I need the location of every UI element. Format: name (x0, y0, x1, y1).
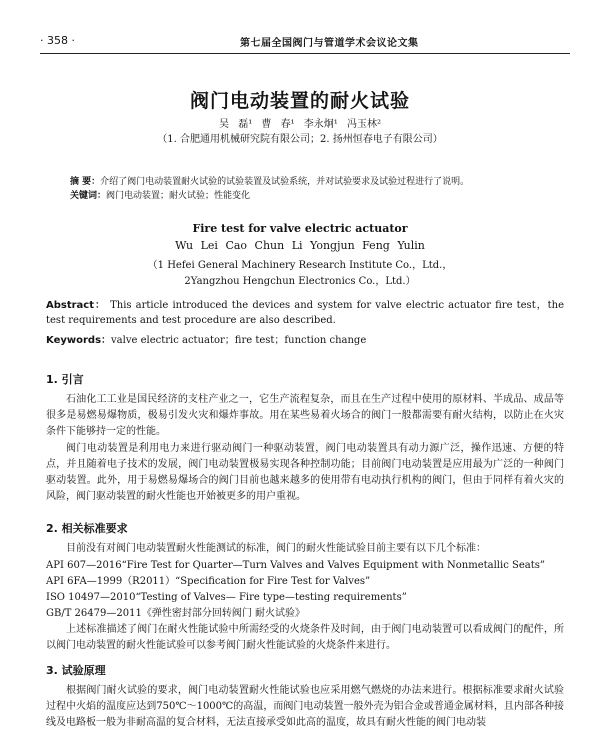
section-3-heading: 3. 试验原理 (46, 664, 106, 677)
section-1-paragraph-2: 阀门电动装置是利用电力来进行驱动阀门一种驱动装置，阀门电动装置具有动力源广泛，操作迅速、方便的特点，并且随着电子技术的发展，阀门电动装置极易实现各种控制功能；目前阀门电动装置是应用最为广泛的一种阀门驱动装置。此外，用于易燃易爆场合的阀门目前也越来越多的使用带有电动执行机构的阀门，但由于同样有着火灾的风险，阀门驱动装置的耐火性能也开始被更多的用户重视。 (46, 443, 564, 502)
paper-title: 阀门电动装置的耐火试验 (189, 90, 410, 112)
english-keywords (46, 331, 564, 346)
english-abstract-text: This article introduced the devices and system for valve electric actuator fire test，the test requirements and test procedure are also described. (46, 300, 564, 326)
english-title: Fire test for valve electric actuator (192, 222, 408, 235)
journal-title: 第七届全国阀门与管道学术会议论文集 (240, 38, 419, 49)
standard-item: API 607—2016“Fire Test for Quarter—Turn Valves and Valves Equipment with Nonmetallic Seats” (46, 560, 545, 571)
keywords-cn (70, 190, 540, 202)
english-authors: Wu Lei Cao Chun Li Yongjun Feng Yulin (175, 239, 425, 252)
running-header (40, 34, 570, 50)
section-3-paragraph-1: 根据阀门耐火试验的要求，阀门电动装置耐火性能试验也应采用燃气燃烧的办法来进行。根据标准要求耐火试验过程中火焰的温度应达到750℃～1000℃的高温，而阀门电动装置一般外壳为铝合金或普通金属材料，且内部各种接线及电路板一般为非耐高温的复合材料，无法直接承受如此高的温度，故具有耐火性能的阀门电动装 (46, 685, 564, 728)
standard-item: ISO 10497—2010“Testing of Valves— Fire type—testing requirements” (46, 592, 407, 603)
keywords-cn-label: 关键词： (70, 191, 107, 201)
english-affiliation-2: 2Yangzhou Hengchun Electronics Co.，Ltd.） (184, 276, 416, 287)
english-abstract (46, 298, 564, 328)
english-abstract-label: Abstract： (46, 300, 106, 311)
english-affiliation-1: （1 Hefei General Machinery Research Institute Co.，Ltd.， (147, 260, 453, 271)
keywords-cn-text: 阀门电动装置；耐火试验；性能变化 (106, 191, 251, 201)
authors: 吴 磊¹ 曹 春¹ 李永炯¹ 冯玉林² (219, 119, 381, 130)
abstract-cn-text: 介绍了阀门电动装置耐火试验的试验装置及试验系统，并对试验要求及试验过程进行了说明。 (100, 177, 470, 187)
section-1-heading: 1. 引言 (46, 373, 84, 386)
page-number: · 358 · (40, 34, 75, 47)
section-2-heading: 2. 相关标准要求 (46, 522, 128, 535)
section-1-paragraph-1: 石油化工工业是国民经济的支柱产业之一，它生产流程复杂，而且在生产过程中使用的原材料、半成品、成品等很多是易燃易爆物质，极易引发火灾和爆炸事故。用在某些易着火场合的阀门一般都需要有耐火结构，以防止在火灾条件下能够持一定的性能。 (46, 394, 564, 437)
abstract-cn-label: 摘 要： (70, 177, 101, 187)
header-rule (40, 53, 570, 54)
standard-item: API 6FA—1999（R2011）“Specification for Fire Test for Valves” (46, 576, 371, 587)
affiliation: （1. 合肥通用机械研究院有限公司；2. 扬州恒春电子有限公司） (157, 134, 443, 145)
section-2-intro: 目前没有对阀门电动装置耐火性能测试的标准，阀门的耐火性能试验目前主要有以下几个标准： (66, 543, 486, 554)
english-keywords-label: Keywords： (46, 335, 112, 346)
abstract-cn (70, 176, 540, 188)
section-2-outro: 上述标准描述了阀门在耐火性能试验中所需经受的火烧条件及时间，由于阀门电动装置可以看成阀门的配件，所以阀门电动装置的耐火性能试验可以参考阀门耐火性能试验的火烧条件来进行。 (46, 624, 564, 651)
standard-item: GB/T 26479—2011《弹性密封部分回转阀门 耐火试验》 (46, 608, 305, 619)
english-keywords-text: valve electric actuator；fire test；function change (111, 335, 367, 346)
